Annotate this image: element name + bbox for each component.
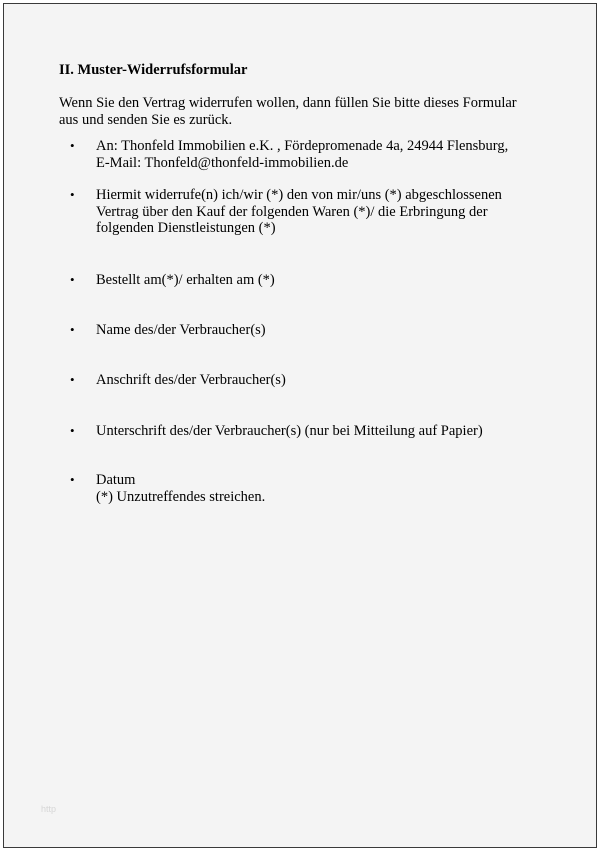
item-line: Hiermit widerrufe(n) ich/wir (*) den von mir/uns (*) abgeschlossenen xyxy=(96,187,502,203)
intro-line: Wenn Sie den Vertrag widerrufen wollen, dann füllen Sie bitte dieses Formular xyxy=(59,95,517,111)
bullet: • xyxy=(70,187,75,202)
item-line: (*) Unzutreffendes streichen. xyxy=(96,488,266,505)
item-line: Anschrift des/der Verbraucher(s) xyxy=(96,372,286,388)
item-line: Vertrag über den Kauf der folgenden Waren (*)/ die Erbringung der xyxy=(96,203,488,220)
bullet: • xyxy=(70,138,75,153)
watermark: http xyxy=(41,804,57,814)
bullet: • xyxy=(70,423,75,438)
item-line: Unterschrift des/der Verbraucher(s) (nur bei Mitteilung auf Papier) xyxy=(96,423,483,439)
item-line: Datum xyxy=(96,472,136,488)
bullet: • xyxy=(70,272,75,287)
item-line: Bestellt am(*)/ erhalten am (*) xyxy=(96,272,275,288)
form-heading: II. Muster-Widerrufsformular xyxy=(59,62,248,78)
document-page xyxy=(3,3,597,848)
bullet: • xyxy=(70,322,75,337)
item-line: E-Mail: Thonfeld@thonfeld-immobilien.de xyxy=(96,154,349,171)
item-line: An: Thonfeld Immobilien e.K. , Fördepromenade 4a, 24944 Flensburg, xyxy=(96,138,509,154)
bullet: • xyxy=(70,472,75,487)
bullet: • xyxy=(70,372,75,387)
intro-line: aus und senden Sie es zurück. xyxy=(59,111,233,128)
intro-paragraph xyxy=(59,95,559,128)
item-line: Name des/der Verbraucher(s) xyxy=(96,322,266,338)
item-line: folgenden Dienstleistungen (*) xyxy=(96,220,276,236)
